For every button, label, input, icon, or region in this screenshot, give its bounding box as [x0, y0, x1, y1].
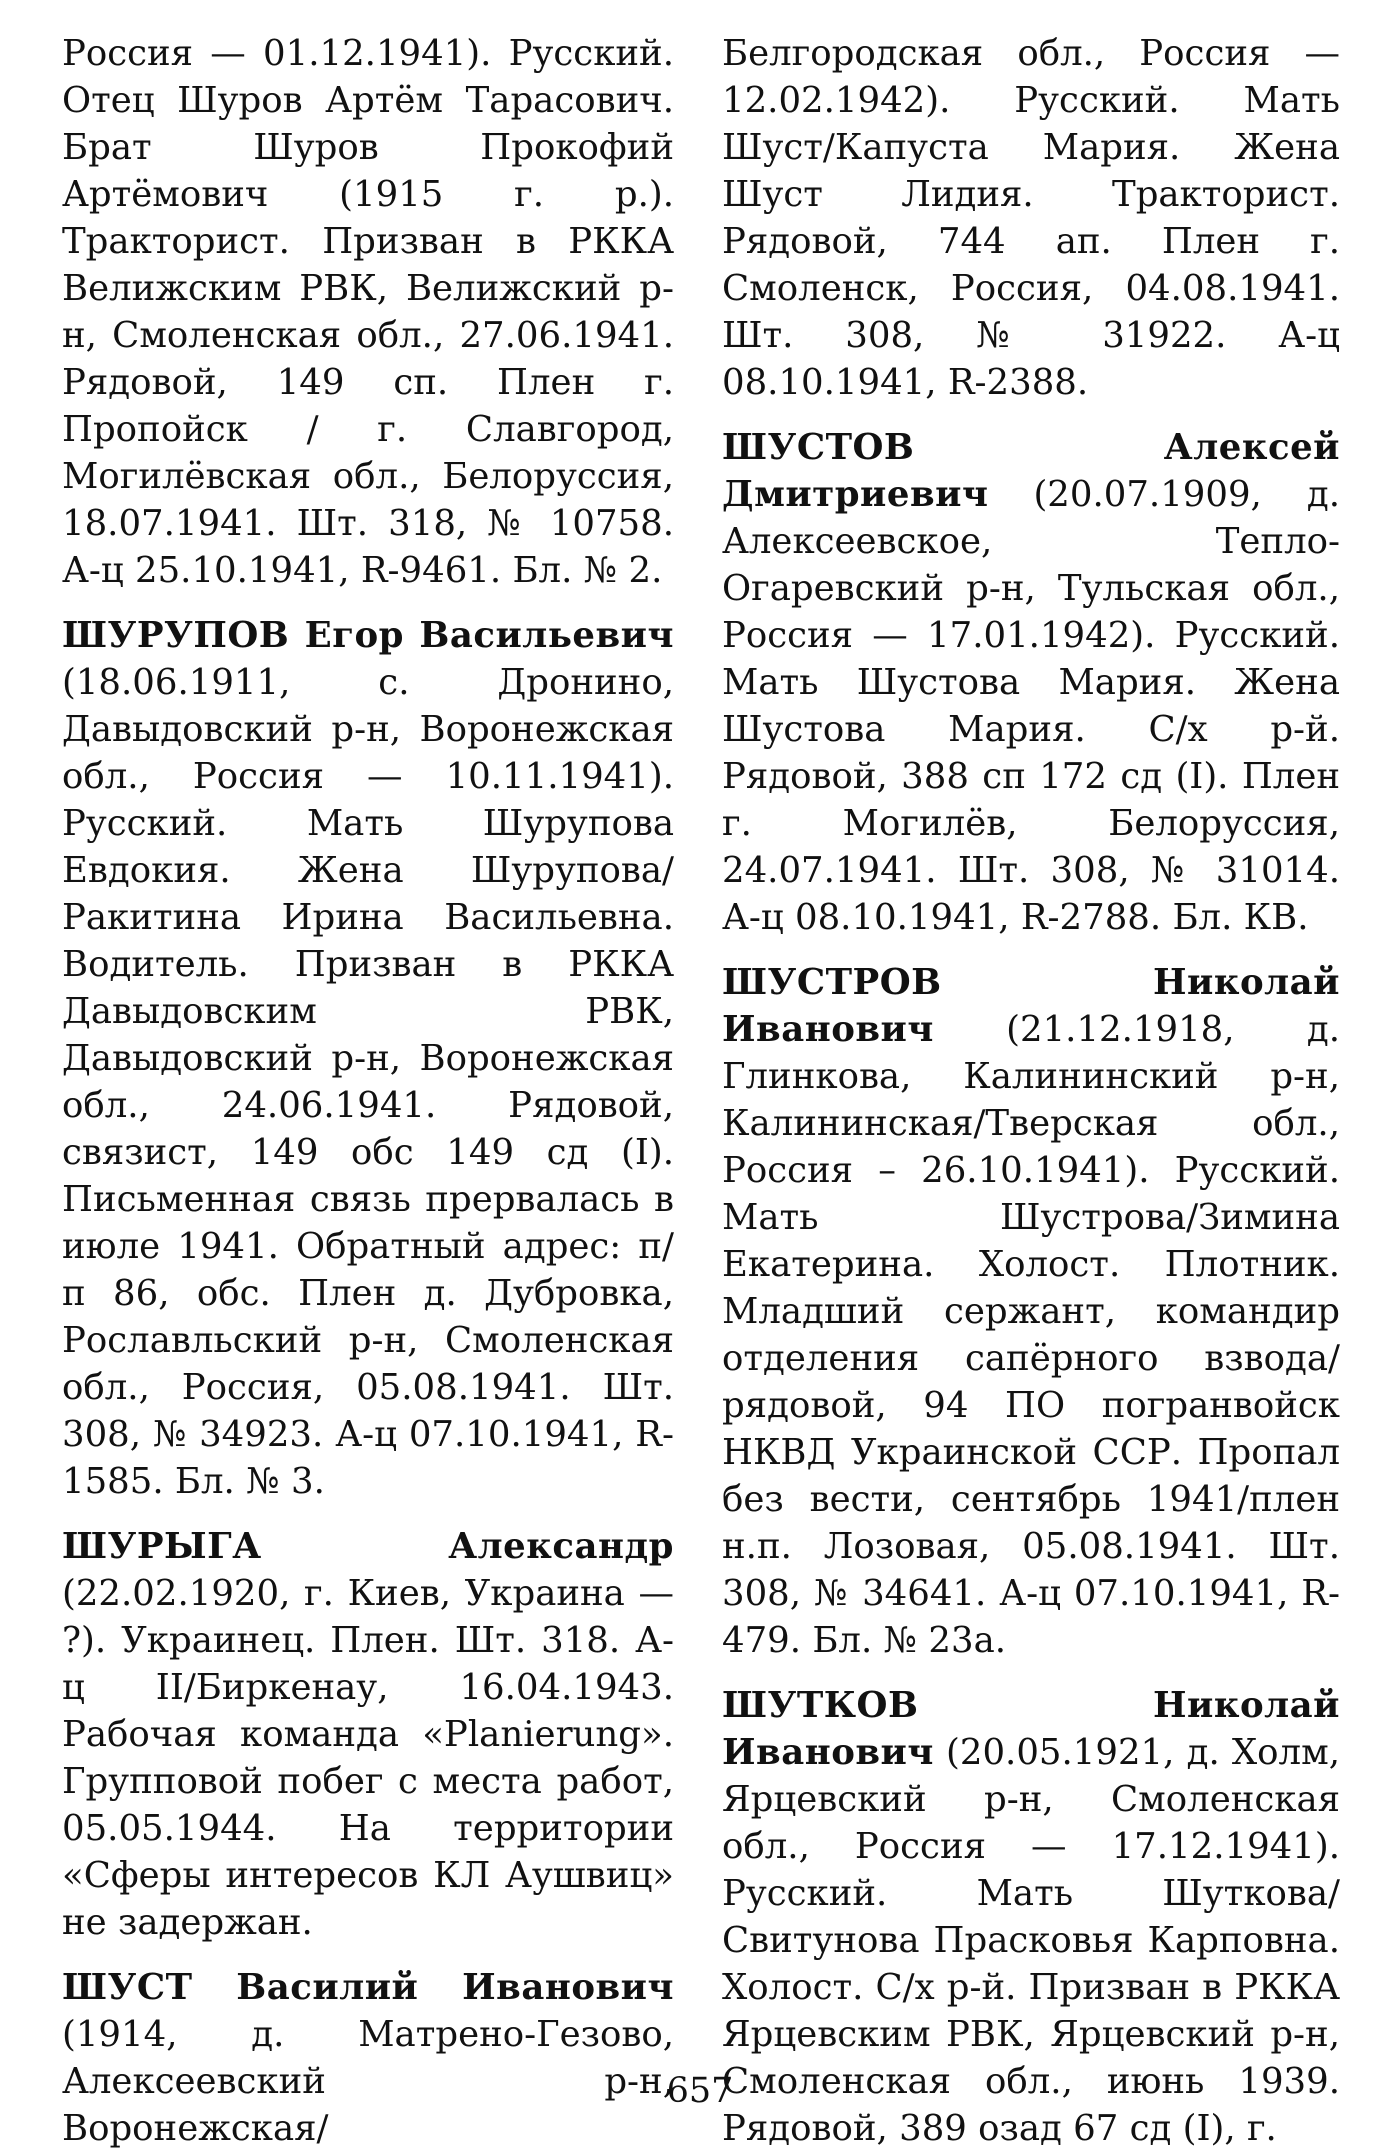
entry-text: (22.02.1920, г. Киев, Украина — ?). Украинец. Плен. Шт. 318. А-ц II/Биркенау, 16.04.1943. Рабочая команда «Planierung». Групповой побег с места работ, 05.05.1944. На территории «Сферы интересов КЛ Аушвиц» не задержан.	[62, 1573, 674, 1943]
entry-name: ШУСТ Василий Иванович	[62, 1967, 674, 2008]
entry-name: ШУСТРОВ Николай Иванович	[722, 962, 1340, 1050]
right-column	[722, 30, 1340, 2152]
entry-name: ШУТКОВ Николай Иванович	[722, 1685, 1340, 1773]
entry-name: ШУСТОВ Алексей Дмитриевич	[722, 427, 1340, 515]
entry-shust-continuation	[722, 30, 1340, 406]
entry-shuryga	[62, 1523, 674, 1946]
entry-text: (20.07.1909, д. Алексеевское, Тепло-Огаревский р-н, Тульская обл., Россия — 17.01.1942). Русский. Мать Шустова Мария. Жена Шустова Мария. С/х р-й. Рядовой, 388 сп 172 сд (I). Плен г. Могилёв, Белоруссия, 24.07.1941. Шт. 308, № 31014. А-ц 08.10.1941, R-2788. Бл. КВ.	[722, 474, 1340, 938]
left-column	[62, 30, 674, 2152]
entry-shustrov	[722, 959, 1340, 1664]
entry-text: (1914, д. Матрено-Гезово, Алексеевский р-н, Воронежская/	[62, 2014, 674, 2149]
entry-text: (18.06.1911, с. Дронино, Давыдовский р-н, Воронежская обл., Россия — 10.11.1941). Русский. Мать Шурупова Евдокия. Жена Шурупова/Ракитина Ирина Васильевна. Водитель. Призван в РККА Давыдовским РВК, Давыдовский р-н, Воронежская обл., 24.06.1941. Рядовой, связист, 149 обс 149 сд (I). Письменная связь прервалась в июле 1941. Обратный адрес: п/п 86, обс. Плен д. Дубровка, Рославльский р-н, Смоленская обл., Россия, 05.08.1941. Шт. 308, № 34923. А-ц 07.10.1941, R-1585. Бл. № 3.	[62, 662, 674, 1502]
entry-continuation	[62, 30, 674, 594]
entry-shustov	[722, 424, 1340, 941]
entry-text: Россия — 01.12.1941). Русский. Отец Шуров Артём Тарасович. Брат Шуров Прокофий Артёмович (1915 г. р.). Тракторист. Призван в РККА Велижским РВК, Велижский р-н, Смоленская обл., 27.06.1941. Рядовой, 149 сп. Плен г. Пропойск / г. Славгород, Могилёвская обл., Белоруссия, 18.07.1941. Шт. 318, № 10758. А-ц 25.10.1941, R-9461. Бл. № 2.	[62, 33, 674, 591]
entry-name: ШУРУПОВ Егор Васильевич	[62, 615, 674, 656]
entry-text: (21.12.1918, д. Глинкова, Калининский р-н, Калининская/Тверская обл., Россия – 26.10.1941). Русский. Мать Шустрова/Зимина Екатерина. Холост. Плотник. Младший сержант, командир отделения сапёрного взвода/рядовой, 94 ПО погранвойск НКВД Украинской ССР. Пропал без вести, сентябрь 1941/плен н.п. Лозовая, 05.08.1941. Шт. 308, № 34641. А-ц 07.10.1941, R-479. Бл. № 23а.	[722, 1009, 1340, 1661]
entry-name: ШУРЫГА Александр	[62, 1526, 674, 1567]
entry-shurupov	[62, 612, 674, 1505]
entry-text: Белгородская обл., Россия — 12.02.1942). Русский. Мать Шуст/Капуста Мария. Жена Шуст Лидия. Тракторист. Рядовой, 744 ап. Плен г. Смоленск, Россия, 04.08.1941. Шт. 308, № 31922. А-ц 08.10.1941, R-2388.	[722, 33, 1340, 403]
entry-text: (20.05.1921, д. Холм, Ярцевский р-н, Смоленская обл., Россия — 17.12.1941). Русский. Мать Шуткова/Свитунова Прасковья Карповна. Холост. С/х р-й. Призван в РККА Ярцевским РВК, Ярцевский р-н, Смоленская обл., июнь 1939. Рядовой, 389 озад 67 сд (I), г.	[722, 1732, 1340, 2149]
page-number: 657	[666, 2071, 734, 2111]
entry-shust	[62, 1964, 674, 2152]
